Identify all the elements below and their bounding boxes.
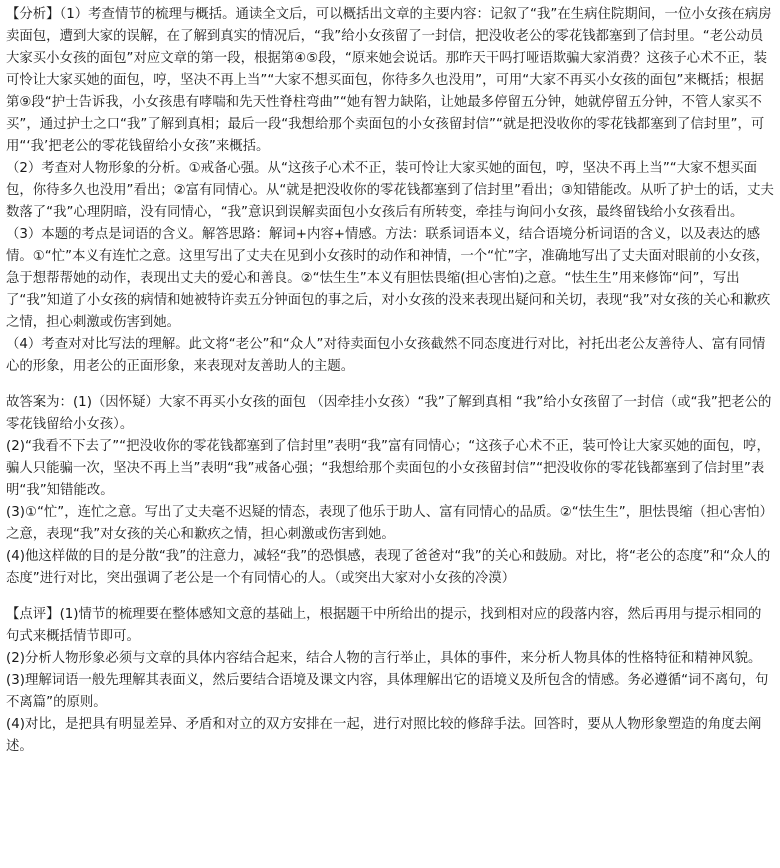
- comment-paragraph-3: (3)理解词语一般先理解其表面义，然后要结合语境及课文内容，具体理解出它的语境义及所包含的情感。务必遵循“词不离句，句不离篇”的原则。: [6, 673, 769, 710]
- answer-paragraph-3: (3)①“忙”，连忙之意。写出了丈夫毫不迟疑的情态，表现了他乐于助人、富有同情心的品质。②“怯生生”，胆怯畏缩（担心害怕）之意，表现“我”对女孩的关心和歉疚之情，担心刺激或伤害到她。: [6, 505, 774, 542]
- comment-paragraph-4: (4)对比，是把具有明显差异、矛盾和对立的双方安排在一起，进行对照比较的修辞手法。回答时，要从人物形象塑造的角度去阐述。: [6, 717, 762, 754]
- answer-paragraph-2: (2)“我看不下去了”“把没收你的零花钱都塞到了信封里”表明“我”富有同情心；“这孩子心术不正，装可怜让大家买她的面包，哼，骗人只能骗一次，坚决不再上当”表明“我”戒备心强；“我想给那个卖面包的小女孩留封信”“把没收你的零花钱都塞到了信封里”表明“我”知错能改。: [6, 439, 770, 498]
- analysis-paragraph-1: [6, 4, 774, 158]
- answer-paragraph-4: (4)他这样做的目的是分散“我”的注意力，减轻“我”的恐惧感，表现了爸爸对“我”的关心和鼓励。对比，将“老公的态度”和“众人的态度”进行对比，突出强调了老公是一个有同情心的人。（或突出大家对小女孩的冷漠）: [6, 549, 771, 586]
- analysis-paragraph-3: （3）本题的考点是词语的含义。解答思路：解词+内容+情感。方法：联系词语本义，结合语境分析词语的含义，以及表达的感情。①“忙”本义有连忙之意。这里写出了丈夫在见到小女孩时的动作和神情，一个“忙”字，准确地写出了丈夫面对眼前的小女孩，急于想帮帮她的动作，表现出丈夫的爱心和善良。②“怯生生”本义有胆怯畏缩(担心害怕)之意。“怯生生”用来修饰“问”，写出了“我”知道了小女孩的病情和她被特许卖五分钟面包的事之后，对小女孩的没来表现出疑问和关切，表现“我”对女孩的关心和歉疚之情，担心刺激或伤害到她。: [6, 227, 771, 330]
- answer-paragraph-1: 故答案为：(1)（因怀疑）大家不再买小女孩的面包 （因牵挂小女孩）“我”了解到真相 “我”给小女孩留了一封信（或“我”把老公的零花钱留给小女孩）。: [6, 395, 772, 432]
- comment-paragraph-2: (2)分析人物形象必须与文章的具体内容结合起来，结合人物的言行举止，具体的事件，来分析人物具体的性格特征和精神风貌。: [6, 651, 762, 666]
- analysis-paragraph-4: （4）考查对对比写法的理解。此文将“老公”和“众人”对待卖面包小女孩截然不同态度进行对比，衬托出老公友善待人、富有同情心的形象，用老公的正面形象，来表现对友善助人的主题。: [6, 337, 766, 374]
- analysis-label: 【分析】: [6, 7, 60, 22]
- analysis-text-1: （1）考查情节的梳理与概括。通读全文后，可以概括出文章的主要内容：记叙了“我”在生病住院期间，一位小女孩在病房卖面包，遭到大家的误解，在了解到真实的情况后，“我”给小女孩留了一封信，把没收老公的零花钱都塞到了信封里。“老公动员大家买小女孩的面包”对应文章的第一段，根据第④⑤段，“原来她会说话。那昨天干吗打哑语欺骗大家消费？这孩子心术不正，装可怜让大家买她的面包，哼，坚决不再上当”“大家不想买面包，你待多久也没用”，可用“大家不再买小女孩的面包”来概括；根据第⑨段“护士告诉我，小女孩患有哮喘和先天性脊柱弯曲”“她有智力缺陷，让她最多停留五分钟，她就停留五分钟，不管人家买不买”，通过护士之口“我”了解到真相；最后一段“我想给那个卖面包的小女孩留封信”“就是把没收你的零花钱都塞到了信封里”，可用“‘我’把老公的零花钱留给小女孩”来概括。: [6, 7, 772, 154]
- comment-paragraph-1: [6, 604, 774, 648]
- comment-text-1: (1)情节的梳理要在整体感知文意的基础上，根据题干中所给出的提示，找到相对应的段落内容，然后再用与提示相同的句式来概括情节即可。: [6, 607, 762, 644]
- spacer: [6, 590, 774, 604]
- comment-label: 【点评】: [6, 607, 60, 622]
- spacer: [6, 378, 774, 392]
- analysis-paragraph-2: （2）考查对人物形象的分析。①戒备心强。从“这孩子心术不正，装可怜让大家买她的面包，哼，坚决不再上当”“大家不想买面包，你待多久也没用”看出；②富有同情心。从“就是把没收你的零花钱都塞到了信封里”看出；③知错能改。从听了护士的话，丈夫数落了“我”心理阴暗，没有同情心，“我”意识到误解卖面包小女孩后有所转变，牵挂与询问小女孩，最终留钱给小女孩看出。: [6, 161, 774, 220]
